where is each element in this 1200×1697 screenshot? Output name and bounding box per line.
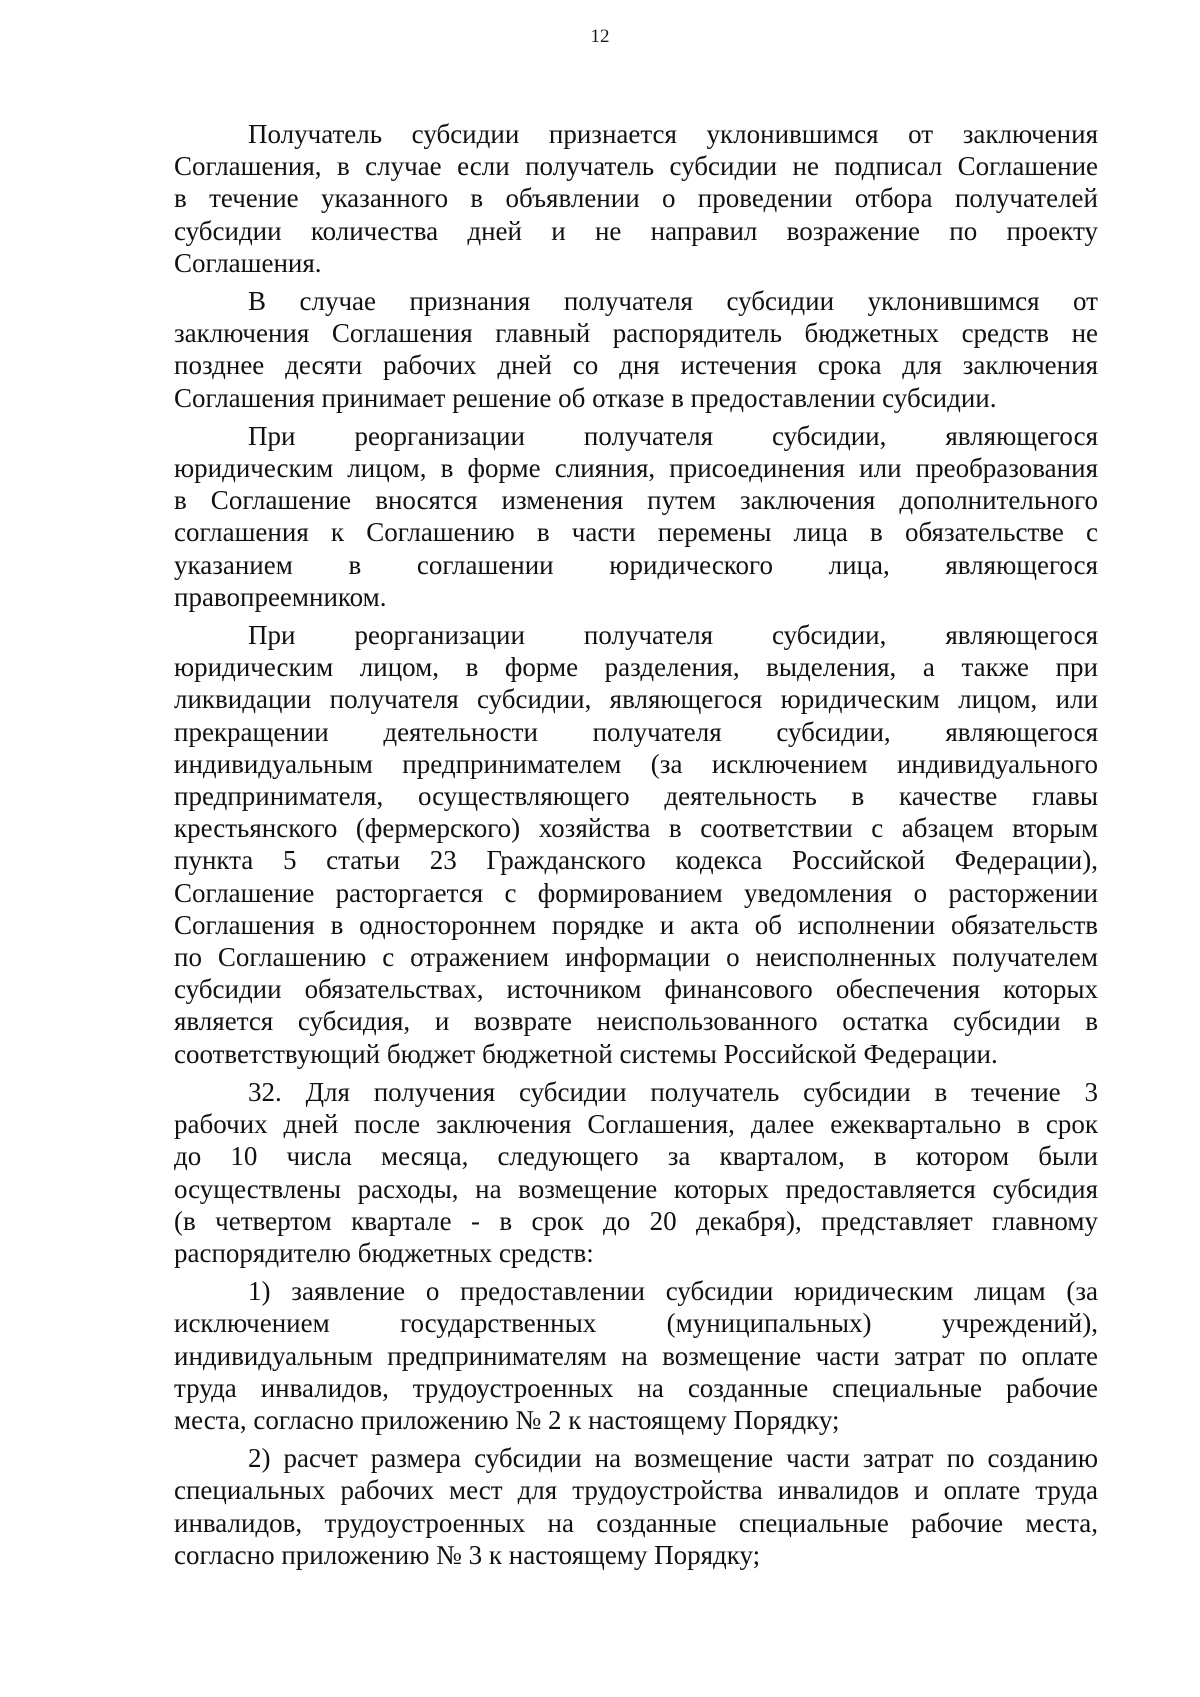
text-line: рабочих дней после заключения Соглашения, далее ежеквартально в срок [174, 1109, 1098, 1140]
text-line: согласно приложению № 3 к настоящему Порядку; [174, 1539, 761, 1570]
text-line: до 10 числа месяца, следующего за кварталом, в котором были [174, 1141, 1098, 1172]
text-line: 32. Для получения субсидии получатель субсидии в течение 3 [248, 1076, 1098, 1107]
text-line: юридическим лицом, в форме слияния, присоединения или преобразования [174, 453, 1098, 484]
text-line: в Соглашение вносятся изменения путем заключения дополнительного [174, 485, 1098, 516]
text-line: Соглашения. [174, 247, 322, 278]
text-line: Получатель субсидии признается уклонившимся от заключения [248, 119, 1098, 149]
text-line: осуществлены расходы, на возмещение которых предоставляется субсидия [174, 1173, 1098, 1204]
paragraph-evasion [174, 118, 1098, 279]
text-line: исключением государственных (муниципальных) учреждений), [174, 1308, 1098, 1339]
text-line: Соглашения принимает решение об отказе в предоставлении субсидии. [174, 382, 997, 413]
text-line: является субсидия, и возврате неиспользованного остатка субсидии в [174, 1006, 1098, 1037]
text-line: Соглашения в одностороннем порядке и акта об исполнении обязательств [174, 909, 1098, 940]
document-body [174, 118, 1098, 1577]
text-line: указанием в соглашении юридического лица, являющегося [174, 549, 1098, 580]
paragraph-subitem-1 [174, 1275, 1098, 1436]
text-line: 1) заявление о предоставлении субсидии юридическим лицам (за [248, 1276, 1098, 1307]
text-line: позднее десяти рабочих дней со дня истечения срока для заключения [174, 350, 1098, 381]
paragraph-reorganization-merger [174, 420, 1098, 613]
text-line: по Соглашению с отражением информации о неисполненных получателем [174, 942, 1098, 973]
text-line: пункта 5 статьи 23 Гражданского кодекса Российской Федерации), [174, 845, 1098, 876]
text-line: юридическим лицом, в форме разделения, выделения, а также при [174, 652, 1098, 683]
text-line: В случае признания получателя субсидии уклонившимся от [248, 286, 1098, 317]
text-line: При реорганизации получателя субсидии, являющегося [248, 420, 1098, 451]
paragraph-subitem-2 [174, 1442, 1098, 1571]
paragraph-reorganization-division [174, 619, 1098, 1070]
page-number: 12 [590, 26, 610, 47]
text-line: крестьянского (фермерского) хозяйства в соответствии с абзацем вторым [174, 813, 1098, 844]
text-line: распорядителю бюджетных средств: [174, 1237, 594, 1268]
paragraph-item-32 [174, 1076, 1098, 1269]
text-line: специальных рабочих мест для трудоустройства инвалидов и оплате труда [174, 1475, 1098, 1506]
text-line: индивидуальным предпринимателем (за исключением индивидуального [174, 748, 1098, 779]
text-line: индивидуальным предпринимателям на возмещение части затрат по оплате [174, 1340, 1098, 1371]
text-line: 2) расчет размера субсидии на возмещение части затрат по созданию [248, 1443, 1098, 1474]
text-line: труда инвалидов, трудоустроенных на созданные специальные рабочие [174, 1372, 1098, 1403]
text-line: соглашения к Соглашению в части перемены лица в обязательстве с [174, 517, 1098, 548]
text-line: При реорганизации получателя субсидии, являющегося [248, 620, 1098, 651]
text-line: субсидии количества дней и не направил возражение по проекту [174, 215, 1098, 246]
paragraph-refusal [174, 285, 1098, 414]
text-line: инвалидов, трудоустроенных на созданные специальные рабочие места, [174, 1507, 1098, 1538]
text-line: (в четвертом квартале - в срок до 20 декабря), представляет главному [174, 1205, 1098, 1236]
text-line: правопреемником. [174, 581, 387, 612]
text-line: Соглашения, в случае если получатель субсидии не подписал Соглашение [174, 151, 1098, 182]
text-line: в течение указанного в объявлении о проведении отбора получателей [174, 183, 1098, 214]
text-line: соответствующий бюджет бюджетной системы Российской Федерации. [174, 1038, 998, 1069]
text-line: предпринимателя, осуществляющего деятельность в качестве главы [174, 781, 1098, 812]
text-line: ликвидации получателя субсидии, являющегося юридическим лицом, или [174, 684, 1098, 715]
text-line: Соглашение расторгается с формированием уведомления о расторжении [174, 877, 1098, 908]
text-line: субсидии обязательствах, источником финансового обеспечения которых [174, 974, 1098, 1005]
text-line: прекращении деятельности получателя субсидии, являющегося [174, 716, 1098, 747]
text-line: заключения Соглашения главный распорядитель бюджетных средств не [174, 318, 1098, 349]
text-line: места, согласно приложению № 2 к настоящему Порядку; [174, 1404, 840, 1435]
